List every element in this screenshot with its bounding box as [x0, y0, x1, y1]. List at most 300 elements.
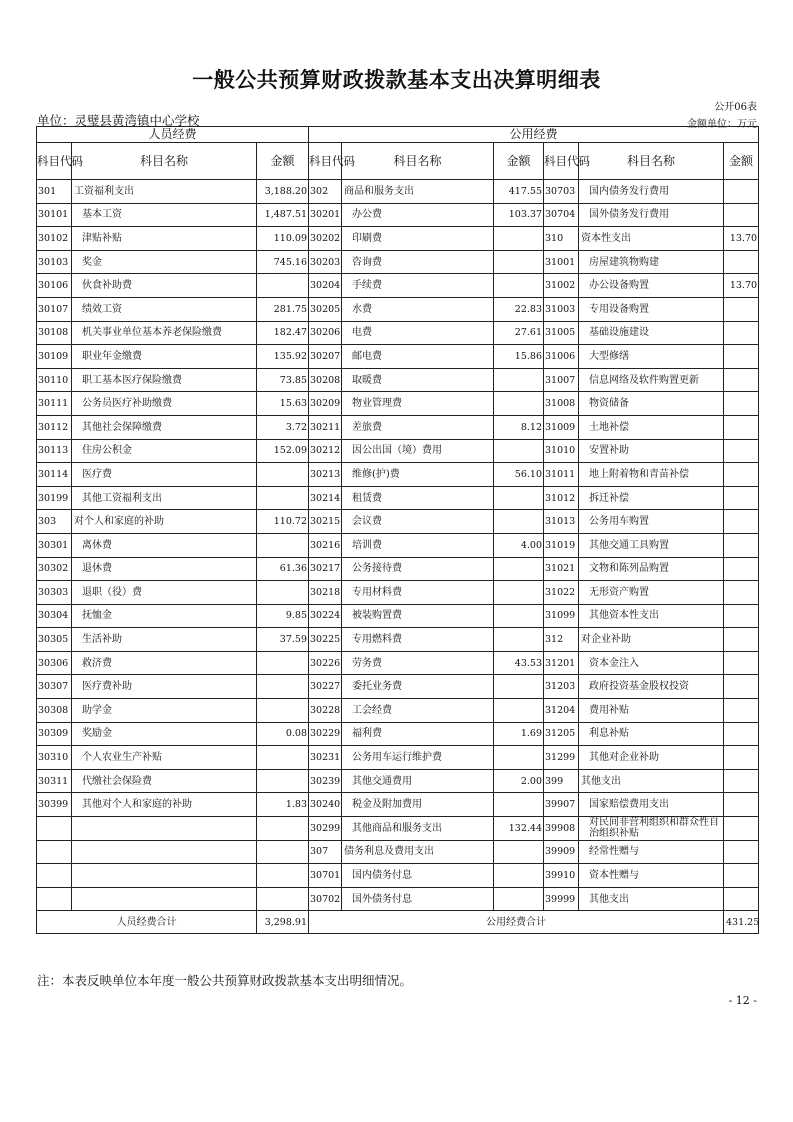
subject-name: 公务用车运行维护费 [342, 746, 494, 770]
subject-name: 公务用车购置 [579, 510, 724, 534]
subject-name: 工会经费 [342, 699, 494, 723]
subject-amount [724, 651, 759, 675]
subject-amount [257, 864, 309, 888]
name-header: 科目名称 [342, 143, 494, 180]
table-row [37, 746, 759, 770]
subject-name: 国内债务发行费用 [579, 180, 724, 204]
subject-code: 31022 [544, 581, 579, 605]
subject-code: 30202 [309, 227, 342, 251]
subject-code: 31001 [544, 250, 579, 274]
subject-amount [724, 510, 759, 534]
subject-name: 债务利息及费用支出 [342, 840, 494, 864]
subject-code: 30110 [37, 368, 72, 392]
table-row [37, 793, 759, 817]
subject-amount: 182.47 [257, 321, 309, 345]
subject-name: 手续费 [342, 274, 494, 298]
subject-amount [494, 840, 544, 864]
subject-code: 310 [544, 227, 579, 251]
subject-code: 31019 [544, 533, 579, 557]
subject-amount [724, 321, 759, 345]
subject-name: 伙食补助费 [72, 274, 257, 298]
subject-code: 30703 [544, 180, 579, 204]
subject-amount [724, 604, 759, 628]
subject-name: 工资福利支出 [72, 180, 257, 204]
table-row [37, 297, 759, 321]
subject-code: 30214 [309, 486, 342, 510]
subject-amount: 281.75 [257, 297, 309, 321]
subject-name: 办公费 [342, 203, 494, 227]
subject-code: 30239 [309, 769, 342, 793]
subject-code: 30305 [37, 628, 72, 652]
subject-name: 房屋建筑物购建 [579, 250, 724, 274]
subject-code: 30102 [37, 227, 72, 251]
subject-name: 职工基本医疗保险缴费 [72, 368, 257, 392]
subject-name: 差旅费 [342, 415, 494, 439]
table-row [37, 439, 759, 463]
subject-amount [494, 581, 544, 605]
subject-code: 39999 [544, 887, 579, 911]
subject-code: 399 [544, 769, 579, 793]
table-row [37, 840, 759, 864]
subject-name: 离休费 [72, 533, 257, 557]
subject-name: 费用补贴 [579, 699, 724, 723]
subject-name: 其他资本性支出 [579, 604, 724, 628]
subject-name: 代缴社会保险费 [72, 769, 257, 793]
subject-code: 30303 [37, 581, 72, 605]
subject-name: 水费 [342, 297, 494, 321]
subject-code: 31005 [544, 321, 579, 345]
subject-code: 312 [544, 628, 579, 652]
subject-code: 31201 [544, 651, 579, 675]
subject-name: 对民间非营利组织和群众性自治组织补贴 [579, 817, 724, 841]
code-header: 科目代码 [309, 143, 342, 180]
subject-name: 奖励金 [72, 722, 257, 746]
subject-code: 30217 [309, 557, 342, 581]
table-row [37, 203, 759, 227]
subject-code: 31006 [544, 345, 579, 369]
subject-code: 31299 [544, 746, 579, 770]
totals-row [37, 911, 759, 934]
subject-amount [494, 604, 544, 628]
subject-name: 税金及附加费用 [342, 793, 494, 817]
subject-code: 30209 [309, 392, 342, 416]
subject-code: 30111 [37, 392, 72, 416]
subject-name: 电费 [342, 321, 494, 345]
subject-amount [494, 675, 544, 699]
subject-code: 30205 [309, 297, 342, 321]
subject-amount: 61.36 [257, 557, 309, 581]
subject-code: 31011 [544, 463, 579, 487]
subject-code: 301 [37, 180, 72, 204]
subject-name: 医疗费补助 [72, 675, 257, 699]
table-row [37, 699, 759, 723]
subject-name [72, 840, 257, 864]
subject-name: 国内债务付息 [342, 864, 494, 888]
subject-name: 专用材料费 [342, 581, 494, 605]
subject-amount: 56.10 [494, 463, 544, 487]
subject-amount [494, 392, 544, 416]
subject-code: 31003 [544, 297, 579, 321]
subject-code: 30109 [37, 345, 72, 369]
subject-name: 商品和服务支出 [342, 180, 494, 204]
subject-amount [724, 415, 759, 439]
subject-amount [724, 180, 759, 204]
subject-code: 30304 [37, 604, 72, 628]
personnel-total-amount: 3,298.91 [257, 911, 309, 934]
table-row [37, 722, 759, 746]
subject-amount [724, 699, 759, 723]
subject-name: 取暖费 [342, 368, 494, 392]
reporting-unit: 单位：灵璧县黄湾镇中心学校 [37, 113, 200, 128]
subject-amount [724, 628, 759, 652]
subject-code: 30299 [309, 817, 342, 841]
name-header: 科目名称 [72, 143, 257, 180]
subject-name: 机关事业单位基本养老保险缴费 [72, 321, 257, 345]
table-row [37, 557, 759, 581]
subject-code: 30108 [37, 321, 72, 345]
subject-code [37, 887, 72, 911]
subject-amount: 73.85 [257, 368, 309, 392]
subject-amount [494, 746, 544, 770]
subject-code [37, 817, 72, 841]
subject-code: 30112 [37, 415, 72, 439]
subject-name: 资本性支出 [579, 227, 724, 251]
subject-code: 31009 [544, 415, 579, 439]
subject-code: 30240 [309, 793, 342, 817]
subject-code: 30103 [37, 250, 72, 274]
personnel-total-label: 人员经费合计 [37, 911, 257, 934]
subject-code [37, 840, 72, 864]
subject-amount [257, 581, 309, 605]
subject-name: 津贴补贴 [72, 227, 257, 251]
table-row [37, 651, 759, 675]
subject-name: 物资储备 [579, 392, 724, 416]
subject-amount [494, 510, 544, 534]
subject-amount [724, 887, 759, 911]
subject-amount [724, 817, 759, 841]
subject-name: 邮电费 [342, 345, 494, 369]
subject-amount [494, 793, 544, 817]
subject-code: 30208 [309, 368, 342, 392]
subject-code: 30216 [309, 533, 342, 557]
subject-name: 其他社会保障缴费 [72, 415, 257, 439]
table-row [37, 250, 759, 274]
subject-code: 30311 [37, 769, 72, 793]
subject-name: 公务员医疗补助缴费 [72, 392, 257, 416]
subject-code: 30199 [37, 486, 72, 510]
public-total-label: 公用经费合计 [309, 911, 724, 934]
table-row [37, 321, 759, 345]
subject-amount: 3,188.20 [257, 180, 309, 204]
subject-amount: 8.12 [494, 415, 544, 439]
subject-name [72, 864, 257, 888]
subject-name: 退休费 [72, 557, 257, 581]
subject-amount [257, 887, 309, 911]
subject-name: 咨询费 [342, 250, 494, 274]
subject-amount [724, 675, 759, 699]
table-row [37, 345, 759, 369]
subject-name: 被装购置费 [342, 604, 494, 628]
subject-name: 助学金 [72, 699, 257, 723]
subject-name: 其他对企业补助 [579, 746, 724, 770]
subject-amount: 1.83 [257, 793, 309, 817]
subject-amount: 2.00 [494, 769, 544, 793]
subject-code: 39908 [544, 817, 579, 841]
subject-name: 资本金注入 [579, 651, 724, 675]
page-number: - 12 - [728, 994, 757, 1007]
subject-amount [494, 557, 544, 581]
subject-amount [494, 274, 544, 298]
subject-name: 生活补助 [72, 628, 257, 652]
subject-amount [494, 864, 544, 888]
subject-code: 31205 [544, 722, 579, 746]
table-row [37, 274, 759, 298]
subject-code: 30704 [544, 203, 579, 227]
subject-code: 30302 [37, 557, 72, 581]
subject-name: 印刷费 [342, 227, 494, 251]
subject-name: 个人农业生产补贴 [72, 746, 257, 770]
personnel-group-header: 人员经费 [37, 127, 309, 143]
subject-code: 31013 [544, 510, 579, 534]
subject-code: 30114 [37, 463, 72, 487]
subject-name: 无形资产购置 [579, 581, 724, 605]
subject-name: 公务接待费 [342, 557, 494, 581]
subject-amount: 37.59 [257, 628, 309, 652]
subject-code: 30213 [309, 463, 342, 487]
subject-amount: 135.92 [257, 345, 309, 369]
subject-code: 30106 [37, 274, 72, 298]
subject-name: 国家赔偿费用支出 [579, 793, 724, 817]
subject-name: 办公设备购置 [579, 274, 724, 298]
subject-code: 30702 [309, 887, 342, 911]
subject-name: 物业管理费 [342, 392, 494, 416]
public-group-header: 公用经费 [309, 127, 759, 143]
subject-amount [724, 486, 759, 510]
subject-code: 30212 [309, 439, 342, 463]
table-row [37, 533, 759, 557]
subject-name: 利息补贴 [579, 722, 724, 746]
subject-amount [257, 463, 309, 487]
subject-name: 会议费 [342, 510, 494, 534]
subject-code: 39910 [544, 864, 579, 888]
subject-code: 30201 [309, 203, 342, 227]
subject-code: 30701 [309, 864, 342, 888]
table-row [37, 227, 759, 251]
subject-name: 其他交通费用 [342, 769, 494, 793]
subject-amount [257, 274, 309, 298]
subject-amount [494, 250, 544, 274]
subject-code: 30211 [309, 415, 342, 439]
subject-amount [257, 769, 309, 793]
subject-amount: 110.09 [257, 227, 309, 251]
subject-name: 文物和陈列品购置 [579, 557, 724, 581]
subject-name: 奖金 [72, 250, 257, 274]
subject-name: 政府投资基金股权投资 [579, 675, 724, 699]
subject-amount [724, 297, 759, 321]
subject-name: 国外债务发行费用 [579, 203, 724, 227]
subject-amount: 22.83 [494, 297, 544, 321]
subject-amount: 132.44 [494, 817, 544, 841]
subject-code: 30218 [309, 581, 342, 605]
subject-amount [257, 746, 309, 770]
subject-code: 31204 [544, 699, 579, 723]
subject-amount [257, 651, 309, 675]
subject-code: 30224 [309, 604, 342, 628]
subject-name: 住房公积金 [72, 439, 257, 463]
subject-code: 30107 [37, 297, 72, 321]
subject-amount [494, 439, 544, 463]
amount-header: 金额 [724, 143, 759, 180]
subject-amount: 0.08 [257, 722, 309, 746]
amount-header: 金额 [494, 143, 544, 180]
subject-name: 拆迁补偿 [579, 486, 724, 510]
subject-name: 维修(护)费 [342, 463, 494, 487]
subject-code: 31002 [544, 274, 579, 298]
subject-name: 其他支出 [579, 887, 724, 911]
subject-code: 30307 [37, 675, 72, 699]
subject-name: 委托业务费 [342, 675, 494, 699]
subject-name: 绩效工资 [72, 297, 257, 321]
table-row [37, 887, 759, 911]
subject-name: 救济费 [72, 651, 257, 675]
subject-name: 经常性赠与 [579, 840, 724, 864]
table-row [37, 817, 759, 841]
subject-name: 对个人和家庭的补助 [72, 510, 257, 534]
subject-name: 抚恤金 [72, 604, 257, 628]
subject-amount: 13.70 [724, 274, 759, 298]
subject-code: 30101 [37, 203, 72, 227]
subject-name [72, 817, 257, 841]
table-row [37, 675, 759, 699]
subject-amount [724, 439, 759, 463]
subject-amount: 417.55 [494, 180, 544, 204]
subject-amount: 152.09 [257, 439, 309, 463]
subject-code: 30308 [37, 699, 72, 723]
subject-code [37, 864, 72, 888]
subject-amount [724, 722, 759, 746]
subject-name: 职业年金缴费 [72, 345, 257, 369]
subject-code: 31007 [544, 368, 579, 392]
subject-amount [724, 250, 759, 274]
subject-amount: 4.00 [494, 533, 544, 557]
subject-amount [724, 864, 759, 888]
subject-name: 因公出国（境）费用 [342, 439, 494, 463]
subject-amount: 15.63 [257, 392, 309, 416]
form-code: 公开06表 [714, 102, 757, 113]
subject-amount [494, 227, 544, 251]
subject-amount [724, 793, 759, 817]
table-row [37, 628, 759, 652]
subject-amount [494, 699, 544, 723]
table-row [37, 463, 759, 487]
subject-amount [494, 368, 544, 392]
subject-code: 30399 [37, 793, 72, 817]
subject-name: 信息网络及软件购置更新 [579, 368, 724, 392]
subject-code: 30203 [309, 250, 342, 274]
table-row [37, 180, 759, 204]
subject-code: 30306 [37, 651, 72, 675]
subject-name: 资本性赠与 [579, 864, 724, 888]
column-header-row [37, 143, 759, 180]
subject-amount [257, 840, 309, 864]
table-row [37, 415, 759, 439]
subject-amount: 27.61 [494, 321, 544, 345]
subject-code: 30226 [309, 651, 342, 675]
subject-amount [257, 533, 309, 557]
subject-name: 地上附着物和青苗补偿 [579, 463, 724, 487]
subject-code: 30309 [37, 722, 72, 746]
subject-code: 307 [309, 840, 342, 864]
subject-amount: 1.69 [494, 722, 544, 746]
footnote: 注：本表反映单位本年度一般公共预算财政拨款基本支出明细情况。 [37, 973, 413, 988]
subject-amount [724, 345, 759, 369]
subject-name: 专用燃料费 [342, 628, 494, 652]
subject-name: 大型修缮 [579, 345, 724, 369]
subject-amount [494, 887, 544, 911]
subject-amount [494, 486, 544, 510]
money-unit: 金额单位：万元 [687, 119, 757, 130]
subject-code: 302 [309, 180, 342, 204]
subject-code: 30207 [309, 345, 342, 369]
subject-name: 培训费 [342, 533, 494, 557]
subject-code: 39907 [544, 793, 579, 817]
public-total-amount: 431.25 [724, 911, 759, 934]
subject-code: 31203 [544, 675, 579, 699]
subject-amount [724, 203, 759, 227]
table-row [37, 604, 759, 628]
subject-name: 专用设备购置 [579, 297, 724, 321]
subject-amount: 745.16 [257, 250, 309, 274]
table-row [37, 368, 759, 392]
subject-name: 福利费 [342, 722, 494, 746]
subject-amount [257, 817, 309, 841]
subject-amount [724, 746, 759, 770]
subject-name: 医疗费 [72, 463, 257, 487]
subject-name: 土地补偿 [579, 415, 724, 439]
subject-amount [724, 392, 759, 416]
table-row [37, 392, 759, 416]
subject-amount [257, 675, 309, 699]
subject-code: 30301 [37, 533, 72, 557]
subject-amount [724, 769, 759, 793]
amount-header: 金额 [257, 143, 309, 180]
subject-code: 30204 [309, 274, 342, 298]
subject-amount: 13.70 [724, 227, 759, 251]
subject-name: 其他工资福利支出 [72, 486, 257, 510]
subject-code: 30215 [309, 510, 342, 534]
subject-name: 其他对个人和家庭的补助 [72, 793, 257, 817]
subject-amount [724, 840, 759, 864]
subject-name: 其他支出 [579, 769, 724, 793]
subject-amount: 103.37 [494, 203, 544, 227]
subject-amount: 15.86 [494, 345, 544, 369]
subject-code: 31021 [544, 557, 579, 581]
subject-amount [257, 699, 309, 723]
subject-name: 其他商品和服务支出 [342, 817, 494, 841]
group-header-row [37, 127, 759, 143]
subject-amount: 1,487.51 [257, 203, 309, 227]
subject-code: 31012 [544, 486, 579, 510]
subject-amount: 43.53 [494, 651, 544, 675]
subject-code: 30225 [309, 628, 342, 652]
subject-amount: 110.72 [257, 510, 309, 534]
subject-code: 31008 [544, 392, 579, 416]
name-header: 科目名称 [579, 143, 724, 180]
subject-name: 国外债务付息 [342, 887, 494, 911]
table-row [37, 769, 759, 793]
subject-amount [724, 557, 759, 581]
subject-amount [724, 533, 759, 557]
